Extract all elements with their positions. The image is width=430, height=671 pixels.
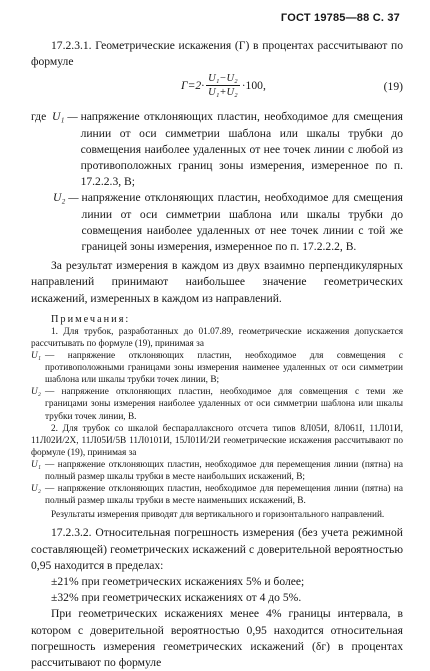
note-2-u2	[31, 483, 403, 507]
note-1-u1-text: — напряжение отклоняющих пластин, необходимое для совмещения с противоположными границами зоны измерения наименее удаленных от оси симметрии шаблона или шкалы трубки точек линии, В;	[45, 351, 403, 386]
equation-number: (19)	[383, 80, 403, 94]
note-2-u1	[31, 459, 403, 483]
notes-caption: Примечания:	[51, 313, 131, 325]
note-1-u2	[31, 386, 403, 422]
note-1-u2-text: — напряжение отклоняющих пластин, необходимое для совмещения с теми же границами зоны измерения наиболее удаленных от оси симметрии шаблона или шкалы трубки точек линии, В.	[45, 387, 403, 422]
formula-lhs: Г=2·	[181, 79, 205, 93]
note-1-u1-symbol: U₁	[31, 351, 41, 362]
note-2-u1-text: — напряжение отклоняющих пластин, необходимое для перемещения линии (пятна) на полный размер шкалы трубки в месте наибольших искажений, В;	[45, 459, 403, 482]
result-paragraph: За результат измерения в каждом из двух взаимно перпендикулярных направлений принимают наибольшее значение геометрических искажений, измеренных в каждом из направлений.	[31, 259, 403, 305]
paragraph-17-2-3-1: 17.2.3.1. Геометрические искажения (Г) в процентах рассчитывают по формуле	[31, 39, 403, 69]
note-1-u2-symbol: U₂	[31, 387, 41, 398]
page-body	[31, 38, 403, 671]
symbol-u2-wrap	[31, 190, 82, 206]
formula-denominator: U₁+U₂	[208, 87, 238, 99]
formula-fraction	[206, 72, 240, 99]
definition-u1-text: напряжение отклоняющих пластин, необходимое для смещения линии от оси симметрии шаблона или шкалы трубки до совмещения наиболее удаленных от нее точек линии с любой из противоположных границ зоны измерения, измеренное по п. 17.2.2.3, В;	[80, 110, 403, 189]
where-definitions	[31, 109, 403, 255]
formula-19	[31, 71, 403, 107]
limit-21-percent: ±21% при геометрических искажениях 5% и более;	[51, 574, 305, 588]
note-2-u2-text: — напряжение отклоняющих пластин, необходимое для перемещения линии (пятна) на полный размер шкалы трубки в месте наименьших искажений, В.	[45, 484, 403, 507]
note-2-u2-symbol: U₂	[31, 484, 41, 495]
page-header: ГОСТ 19785—88 С. 37	[280, 12, 400, 24]
definition-u2	[31, 190, 403, 255]
symbol-u1: U₁ —	[52, 110, 78, 124]
formula-rhs: ·100,	[241, 79, 266, 93]
definition-u2-text: напряжение отклоняющих пластин, необходимое для смещения линии от оси симметрии шаблона или шкалы трубки до совмещения наиболее удаленных от нее точек линии с той же границей зоны измерения, измеренное по п. 17.2.2.2, В.	[81, 191, 403, 254]
where-lead: где U₁ —	[31, 110, 78, 124]
limit-32-percent: ±32% при геометрических искажениях от 4 до 5%.	[51, 591, 302, 605]
notes-results: Результаты измерения приводят для вертикального и горизонтального направлений.	[51, 510, 385, 521]
note-2-u1-symbol: U₁	[31, 459, 41, 470]
paragraph-17-2-3-2: 17.2.3.2. Относительная погрешность измерения (без учета режимной составляющей) геометрических искажений с доверительной вероятностью 0,95 находится в пределах:	[31, 526, 403, 572]
note-1-u1	[31, 350, 403, 386]
symbol-u2: U₂ —	[53, 191, 79, 205]
closing-paragraph: При геометрических искажениях менее 4% границы интервала, в котором с доверительной вероятностью 0,95 находится относительная погрешность измерения геометрических искажений (δг) в процентах рассчитывают по формуле	[31, 607, 403, 669]
note-2: 2. Для трубок со шкалой беспараллаксного отсчета типов 8Л05И, 8Л061I, 11Л01И, 11Л02И/2Х, 11Л05И/5В 11Л0101И, 15Л01И/2И геометрические искажения рассчитывают по формуле (19), принимая за	[31, 423, 403, 458]
definition-u1	[31, 109, 403, 190]
note-1: 1. Для трубок, разработанных до 01.07.89, геометрические искажения допускается рассчитывать по формуле (19), принимая за	[31, 326, 403, 349]
formula-expression	[181, 72, 266, 99]
formula-numerator: U₁−U₂	[208, 73, 238, 85]
